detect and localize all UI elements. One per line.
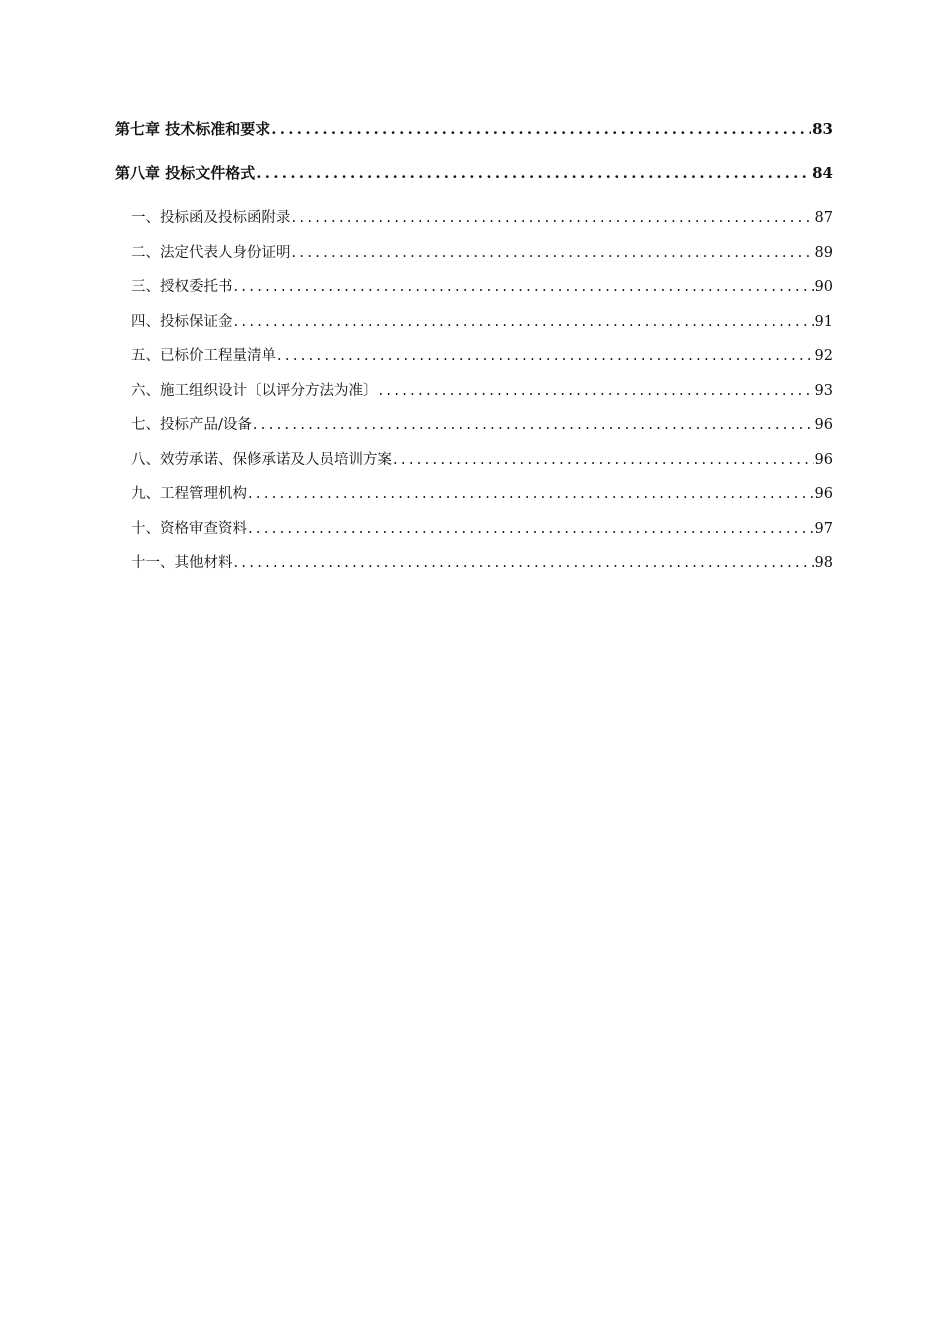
toc-page-number: 89 (814, 245, 833, 261)
dot-leader (271, 120, 811, 138)
dot-leader (277, 348, 814, 364)
toc-page-number: 84 (812, 164, 833, 182)
dot-leader (292, 210, 814, 226)
toc-entry-title: 八、效劳承诺、保修承诺及人员培训方案 (131, 452, 392, 468)
toc-section-5[interactable] (131, 344, 833, 365)
toc-section-8[interactable] (131, 448, 833, 469)
dot-leader (248, 486, 814, 502)
toc-page-number: 96 (814, 452, 833, 468)
dot-leader (379, 383, 814, 399)
dot-leader (393, 452, 814, 468)
toc-entry-title: 七、投标产品/设备 (131, 417, 252, 433)
toc-section-11[interactable] (131, 551, 833, 572)
toc-entry-title: 十、资格审查资料 (131, 521, 247, 537)
toc-section-3[interactable] (131, 275, 833, 296)
toc-page-number: 83 (812, 120, 833, 138)
dot-leader (234, 314, 814, 330)
toc-section-6[interactable] (131, 379, 833, 400)
toc-page-number: 96 (814, 486, 833, 502)
toc-section-9[interactable] (131, 482, 833, 503)
dot-leader (292, 245, 814, 261)
toc-section-4[interactable] (131, 310, 833, 331)
toc-entry-title: 第七章 技术标准和要求 (115, 120, 271, 138)
toc-entry-title: 四、投标保证金 (131, 314, 233, 330)
toc-page-number: 93 (814, 383, 833, 399)
dot-leader (248, 521, 814, 537)
toc-chapter-8[interactable] (115, 162, 833, 183)
toc-page-number: 87 (814, 210, 833, 226)
dot-leader (234, 555, 814, 571)
toc-section-2[interactable] (131, 241, 833, 262)
dot-leader (253, 417, 814, 433)
toc-section-1[interactable] (131, 206, 833, 227)
toc-entry-title: 十一、其他材料 (131, 555, 233, 571)
dot-leader (234, 279, 814, 295)
toc-page-number: 91 (814, 314, 833, 330)
toc-entry-title: 五、已标价工程量清单 (131, 348, 276, 364)
toc-page-number: 90 (814, 279, 833, 295)
toc-page-number: 92 (814, 348, 833, 364)
toc-entry-title: 第八章 投标文件格式 (115, 164, 256, 182)
toc-page-number: 96 (814, 417, 833, 433)
toc-entry-title: 一、投标函及投标函附录 (131, 210, 291, 226)
toc-entry-title: 二、法定代表人身份证明 (131, 245, 291, 261)
toc-entry-title: 三、授权委托书 (131, 279, 233, 295)
toc-entry-title: 六、施工组织设计〔以评分方法为准〕 (131, 383, 378, 399)
toc-page-number: 97 (814, 521, 833, 537)
toc-entry-title: 九、工程管理机构 (131, 486, 247, 502)
toc-chapter-7[interactable] (115, 118, 833, 139)
toc-page-number: 98 (814, 555, 833, 571)
toc-section-10[interactable] (131, 517, 833, 538)
dot-leader (256, 164, 811, 182)
toc-section-7[interactable] (131, 413, 833, 434)
